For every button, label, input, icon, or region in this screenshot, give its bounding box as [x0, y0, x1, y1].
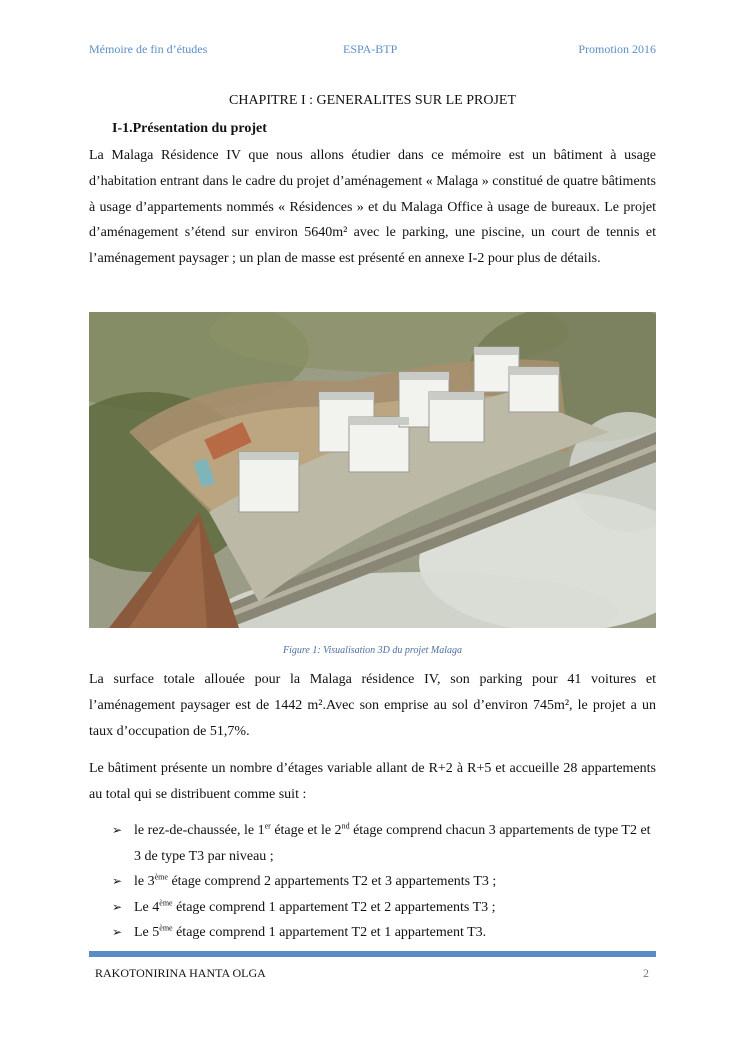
page-number: 2	[643, 966, 649, 980]
header-center-text: ESPA-BTP	[343, 42, 398, 56]
intro-paragraph: La Malaga Résidence IV que nous allons étudier dans ce mémoire est un bâtiment à usage d’habitation entrant dans le cadre du projet d’aménagement « Malaga » constitué de quatre bâtiments à usage d’appartements nommés « Résidences » et du Malaga Office à usage de bureaux. Le projet d’aménagement s’étend sur environ 5640m² avec le parking, une piscine, un court de tennis et l’aménagement paysager ; un plan de masse est présenté en annexe I-2 pour plus de détails.	[89, 148, 656, 267]
arrow-bullet-icon: ➢	[112, 874, 123, 888]
arrow-bullet-icon: ➢	[112, 925, 123, 939]
list-item: ➢ Le 4ème étage comprend 1 appartement T2 et 2 appartements T3 ;	[112, 895, 656, 921]
header-left-text: Mémoire de fin d’études	[89, 42, 208, 56]
surface-paragraph: La surface totale allouée pour la Malaga résidence IV, son parking pour 41 voitures et l’aménagement paysager est de 1442 m².Avec son emprise au sol d’environ 745m², le projet a un taux d’occupation de 51,7%.	[89, 672, 656, 739]
figure-caption: Figure 1: Visualisation 3D du projet Malaga	[282, 645, 463, 656]
floors-paragraph: Le bâtiment présente un nombre d’étages variable allant de R+2 à R+5 et accueille 28 appartements au total qui se distribuent comme suit :	[89, 761, 656, 802]
arrow-bullet-icon: ➢	[112, 823, 123, 837]
project-3d-visualisation-image	[89, 312, 656, 628]
chapter-title: CHAPITRE I : GENERALITES SUR LE PROJET	[229, 93, 516, 108]
footer-author: RAKOTONIRINA HANTA OLGA	[95, 966, 266, 980]
list-item: ➢ le rez-de-chaussée, le 1er étage et le 2nd étage comprend chacun 3 appartements de type T2 et 3 de type T3 par niveau ;	[112, 818, 656, 869]
section-title: I-1.Présentation du projet	[112, 121, 267, 136]
apartment-distribution-list	[112, 818, 656, 946]
list-item: ➢ le 3ème étage comprend 2 appartements T2 et 3 appartements T3 ;	[112, 869, 656, 895]
arrow-bullet-icon: ➢	[112, 899, 123, 914]
header-right-text: Promotion 2016	[578, 42, 656, 56]
list-item: ➢ Le 5ème étage comprend 1 appartement T2 et 1 appartement T3.	[112, 920, 656, 946]
footer-divider	[89, 951, 656, 957]
page-header	[89, 42, 656, 60]
